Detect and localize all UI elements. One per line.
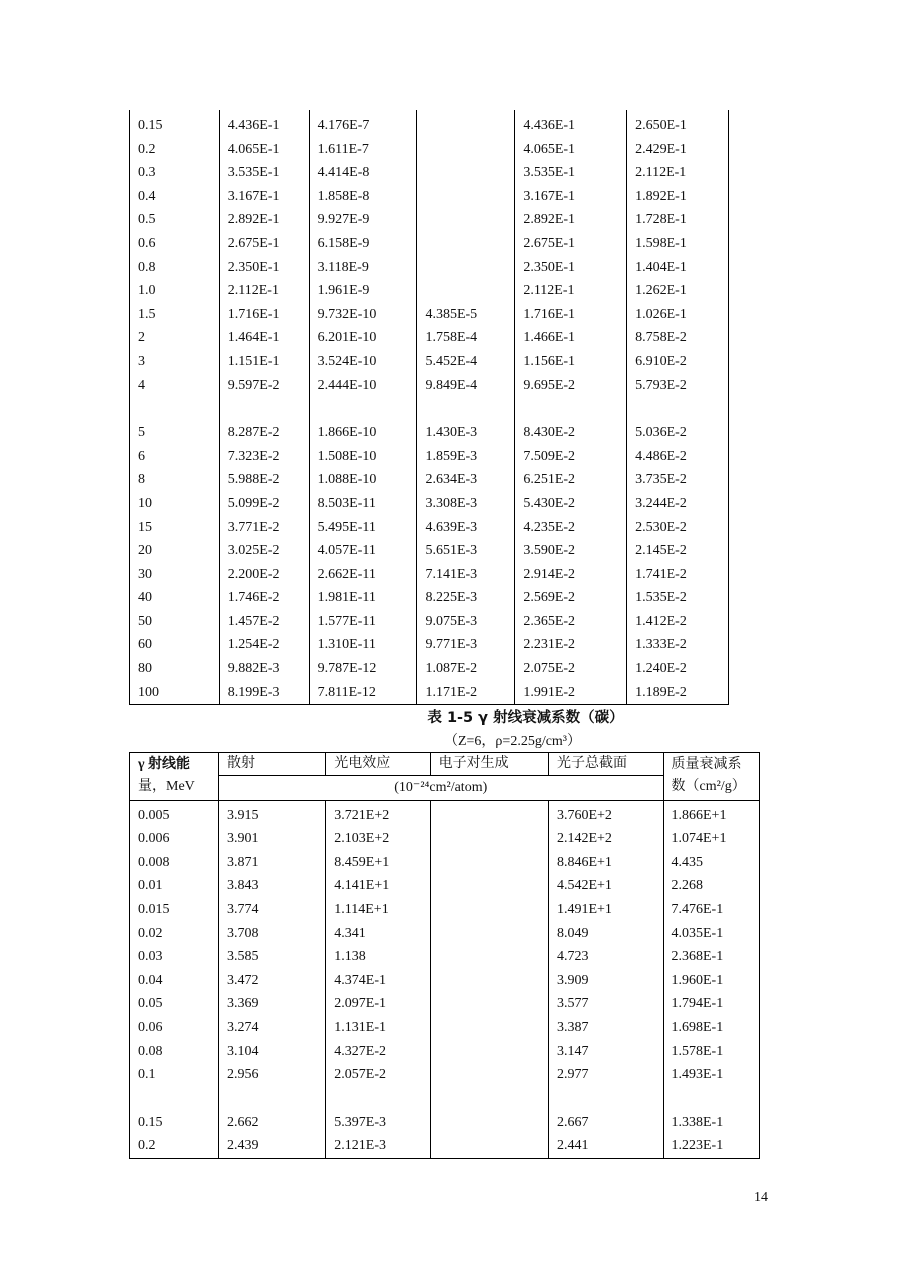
table-cell: 3.909 <box>548 969 663 993</box>
table-cell: 4.057E-11 <box>309 539 417 563</box>
table-cell: 1.333E-2 <box>627 633 729 657</box>
table-row <box>130 657 729 681</box>
table-cell: 0.5 <box>130 208 220 232</box>
table-cell: 6.910E-2 <box>627 350 729 374</box>
table-cell: 3.535E-1 <box>515 161 627 185</box>
table-cell: 4.141E+1 <box>326 874 430 898</box>
table-cell: 1.981E-11 <box>309 586 417 610</box>
table-cell: 8.049 <box>548 922 663 946</box>
table-cell <box>430 898 548 922</box>
table-cell: 4.414E-8 <box>309 161 417 185</box>
table-cell: 2.977 <box>548 1063 663 1087</box>
table-cell: 1.466E-1 <box>515 326 627 350</box>
table-cell: 8.287E-2 <box>219 421 309 445</box>
table-cell: 2.914E-2 <box>515 563 627 587</box>
table-cell: 2.200E-2 <box>219 563 309 587</box>
page-number: 14 <box>754 1190 768 1205</box>
table-cell <box>430 945 548 969</box>
table-cell: 2.057E-2 <box>326 1063 430 1087</box>
table-cell: 1.866E-10 <box>309 421 417 445</box>
table-cell: 1.858E-8 <box>309 185 417 209</box>
table-row <box>130 492 729 516</box>
table-cell: 8.225E-3 <box>417 586 515 610</box>
table-cell: 1.114E+1 <box>326 898 430 922</box>
table-row <box>130 468 729 492</box>
table-cell: 2.956 <box>219 1063 326 1087</box>
table-cell: 2.097E-1 <box>326 992 430 1016</box>
table-cell: 2.675E-1 <box>219 232 309 256</box>
table-cell <box>417 232 515 256</box>
table-cell: 7.141E-3 <box>417 563 515 587</box>
table-cell: 0.04 <box>130 969 219 993</box>
table-cell: 3.369 <box>219 992 326 1016</box>
table-cell: 0.08 <box>130 1040 219 1064</box>
header-scatter: 散射 <box>219 753 326 776</box>
table-cell <box>430 1063 548 1087</box>
table-cell: 2.439 <box>219 1134 326 1158</box>
table-cell: 1.716E-1 <box>515 303 627 327</box>
table-cell: 40 <box>130 586 220 610</box>
table-cell: 20 <box>130 539 220 563</box>
table-cell: 9.882E-3 <box>219 657 309 681</box>
table-row <box>130 851 760 875</box>
table-cell: 5.452E-4 <box>417 350 515 374</box>
table-cell: 9.771E-3 <box>417 633 515 657</box>
table-cell: 1.5 <box>130 303 220 327</box>
table-cell: 1.961E-9 <box>309 279 417 303</box>
table-cell: 3.104 <box>219 1040 326 1064</box>
table-cell: 2.444E-10 <box>309 374 417 398</box>
table-cell: 1.074E+1 <box>663 827 760 851</box>
table-cell <box>219 397 309 421</box>
table-cell: 30 <box>130 563 220 587</box>
table-cell: 3.901 <box>219 827 326 851</box>
table-cell: 0.015 <box>130 898 219 922</box>
table-row <box>130 969 760 993</box>
table-cell <box>430 1040 548 1064</box>
carbon-attenuation-table <box>129 752 760 1159</box>
table-cell: 3.871 <box>219 851 326 875</box>
table-cell: 2.142E+2 <box>548 827 663 851</box>
table-cell: 1.535E-2 <box>627 586 729 610</box>
table-cell: 3.585 <box>219 945 326 969</box>
table-row <box>130 827 760 851</box>
table-cell <box>430 827 548 851</box>
table-cell: 4.723 <box>548 945 663 969</box>
table-cell: 4.327E-2 <box>326 1040 430 1064</box>
header-photoelectric: 光电效应 <box>326 753 430 776</box>
table-row <box>130 1111 760 1135</box>
table-cell: 8.846E+1 <box>548 851 663 875</box>
table-cell: 9.787E-12 <box>309 657 417 681</box>
table-cell: 5.397E-3 <box>326 1111 430 1135</box>
table-cell: 1.491E+1 <box>548 898 663 922</box>
table-cell: 2.441 <box>548 1134 663 1158</box>
table-cell <box>430 969 548 993</box>
table-cell: 1.698E-1 <box>663 1016 760 1040</box>
table-cell: 4 <box>130 374 220 398</box>
header-energy: γ 射线能 量，MeV <box>130 753 219 801</box>
table-row <box>130 208 729 232</box>
table-row <box>130 874 760 898</box>
table-cell <box>417 256 515 280</box>
table-cell: 5.036E-2 <box>627 421 729 445</box>
table-cell <box>417 397 515 421</box>
table-cell: 0.15 <box>130 110 220 138</box>
table-row <box>130 898 760 922</box>
header-unit: (10⁻²⁴cm²/atom) <box>219 776 663 801</box>
table-cell: 2.075E-2 <box>515 657 627 681</box>
table-cell: 5.793E-2 <box>627 374 729 398</box>
table-cell: 4.035E-1 <box>663 922 760 946</box>
table-row <box>130 326 729 350</box>
table-cell: 1.404E-1 <box>627 256 729 280</box>
table-row <box>130 279 729 303</box>
table-cell: 4.374E-1 <box>326 969 430 993</box>
table-cell: 7.476E-1 <box>663 898 760 922</box>
table-cell: 4.235E-2 <box>515 516 627 540</box>
table-row <box>130 232 729 256</box>
table-cell <box>219 1087 326 1111</box>
table-cell: 1.338E-1 <box>663 1111 760 1135</box>
table-cell: 3.708 <box>219 922 326 946</box>
table-cell: 1.430E-3 <box>417 421 515 445</box>
table-cell: 3.308E-3 <box>417 492 515 516</box>
table-cell: 0.06 <box>130 1016 219 1040</box>
table-cell: 4.065E-1 <box>219 138 309 162</box>
table-cell: 5.430E-2 <box>515 492 627 516</box>
table-row <box>130 922 760 946</box>
table-cell: 1.960E-1 <box>663 969 760 993</box>
table-cell: 1.262E-1 <box>627 279 729 303</box>
table-cell: 0.3 <box>130 161 220 185</box>
table-row <box>130 563 729 587</box>
table-cell: 1.746E-2 <box>219 586 309 610</box>
table-row <box>130 633 729 657</box>
table-cell: 4.065E-1 <box>515 138 627 162</box>
table-cell: 3.721E+2 <box>326 800 430 827</box>
table-cell <box>430 1087 548 1111</box>
table-cell: 1.412E-2 <box>627 610 729 634</box>
table-row <box>130 539 729 563</box>
table-cell <box>548 1087 663 1111</box>
table-cell: 2.350E-1 <box>515 256 627 280</box>
table-cell: 4.639E-3 <box>417 516 515 540</box>
table-cell: 1.464E-1 <box>219 326 309 350</box>
table-cell: 8.459E+1 <box>326 851 430 875</box>
table-cell: 2.365E-2 <box>515 610 627 634</box>
table-cell: 4.542E+1 <box>548 874 663 898</box>
table-cell: 1.578E-1 <box>663 1040 760 1064</box>
table-cell: 100 <box>130 681 220 705</box>
table-cell: 1.457E-2 <box>219 610 309 634</box>
table-cell <box>417 279 515 303</box>
table-cell: 2.675E-1 <box>515 232 627 256</box>
table-cell: 5.988E-2 <box>219 468 309 492</box>
table-cell: 3.147 <box>548 1040 663 1064</box>
table-cell: 1.611E-7 <box>309 138 417 162</box>
table-cell: 1.189E-2 <box>627 681 729 705</box>
table-cell: 1.598E-1 <box>627 232 729 256</box>
table-row <box>130 992 760 1016</box>
table-row <box>130 586 729 610</box>
table-cell: 0.1 <box>130 1063 219 1087</box>
table-row <box>130 421 729 445</box>
table-cell: 2.662E-11 <box>309 563 417 587</box>
table-cell: 1.240E-2 <box>627 657 729 681</box>
table-cell: 1.866E+1 <box>663 800 760 827</box>
table-cell <box>130 397 220 421</box>
table-cell <box>417 110 515 138</box>
table-cell: 1.0 <box>130 279 220 303</box>
table-row <box>130 303 729 327</box>
table-cell: 3.118E-9 <box>309 256 417 280</box>
table-cell: 2.429E-1 <box>627 138 729 162</box>
table-row <box>130 1040 760 1064</box>
table-row <box>130 397 729 421</box>
table-cell <box>430 800 548 827</box>
table-cell: 1.088E-10 <box>309 468 417 492</box>
table-row <box>130 516 729 540</box>
table-subtitle: （Z=6，ρ=2.25g/cm³） <box>443 734 582 749</box>
table-cell: 1.156E-1 <box>515 350 627 374</box>
table-cell: 2.112E-1 <box>515 279 627 303</box>
table-cell <box>430 992 548 1016</box>
table-cell: 5.495E-11 <box>309 516 417 540</box>
table-cell <box>663 1087 760 1111</box>
table-cell: 1.254E-2 <box>219 633 309 657</box>
table-cell: 10 <box>130 492 220 516</box>
table-row <box>130 138 729 162</box>
table-cell: 2.634E-3 <box>417 468 515 492</box>
table-cell: 1.131E-1 <box>326 1016 430 1040</box>
table-cell: 2.350E-1 <box>219 256 309 280</box>
table-cell: 1.758E-4 <box>417 326 515 350</box>
header-pair-production: 电子对生成 <box>430 753 548 776</box>
table-cell <box>326 1087 430 1111</box>
table-cell: 9.695E-2 <box>515 374 627 398</box>
table-cell: 4.341 <box>326 922 430 946</box>
table-cell: 2.650E-1 <box>627 110 729 138</box>
table-cell: 3 <box>130 350 220 374</box>
table-cell: 2.112E-1 <box>219 279 309 303</box>
table-cell: 60 <box>130 633 220 657</box>
table-cell: 0.4 <box>130 185 220 209</box>
table-cell: 1.892E-1 <box>627 185 729 209</box>
table-cell <box>430 1134 548 1158</box>
header-mass-attenuation: 质量衰减系 数（cm²/g） <box>663 753 760 801</box>
table-row <box>130 800 760 827</box>
table-cell: 3.771E-2 <box>219 516 309 540</box>
table-cell: 7.811E-12 <box>309 681 417 705</box>
table-cell: 1.859E-3 <box>417 445 515 469</box>
table-cell: 2.112E-1 <box>627 161 729 185</box>
table-cell: 0.2 <box>130 1134 219 1158</box>
table-cell: 1.026E-1 <box>627 303 729 327</box>
table-cell: 2.662 <box>219 1111 326 1135</box>
table-cell: 0.006 <box>130 827 219 851</box>
table-cell: 7.323E-2 <box>219 445 309 469</box>
table-cell: 3.524E-10 <box>309 350 417 374</box>
table-cell <box>430 874 548 898</box>
table-cell: 3.577 <box>548 992 663 1016</box>
table-cell: 0.6 <box>130 232 220 256</box>
table-cell <box>430 922 548 946</box>
table-cell: 4.435 <box>663 851 760 875</box>
table-cell: 1.508E-10 <box>309 445 417 469</box>
table-cell: 0.02 <box>130 922 219 946</box>
table-cell: 50 <box>130 610 220 634</box>
table-cell: 3.774 <box>219 898 326 922</box>
table-row <box>130 681 729 705</box>
table-cell: 3.167E-1 <box>515 185 627 209</box>
table-cell: 0.008 <box>130 851 219 875</box>
table-cell <box>430 851 548 875</box>
table-cell: 2.268 <box>663 874 760 898</box>
table-row <box>130 110 729 138</box>
table-cell: 2 <box>130 326 220 350</box>
table-cell <box>417 185 515 209</box>
table-cell <box>430 1016 548 1040</box>
table-row <box>130 945 760 969</box>
table-cell: 1.577E-11 <box>309 610 417 634</box>
table-cell: 3.167E-1 <box>219 185 309 209</box>
table-cell: 0.15 <box>130 1111 219 1135</box>
table-cell: 0.03 <box>130 945 219 969</box>
table-cell: 3.387 <box>548 1016 663 1040</box>
table-row <box>130 256 729 280</box>
table-cell <box>515 397 627 421</box>
table-cell: 2.530E-2 <box>627 516 729 540</box>
table-cell: 9.849E-4 <box>417 374 515 398</box>
table-cell: 4.436E-1 <box>515 110 627 138</box>
table-cell: 1.991E-2 <box>515 681 627 705</box>
table-cell: 3.915 <box>219 800 326 827</box>
table-cell: 0.2 <box>130 138 220 162</box>
table-cell: 2.368E-1 <box>663 945 760 969</box>
table-cell <box>417 138 515 162</box>
table-cell <box>417 208 515 232</box>
table-cell: 3.843 <box>219 874 326 898</box>
header-total-cross-section: 光子总截面 <box>548 753 663 776</box>
table-cell: 1.151E-1 <box>219 350 309 374</box>
table-row <box>130 374 729 398</box>
table-cell: 1.741E-2 <box>627 563 729 587</box>
table-cell: 1.716E-1 <box>219 303 309 327</box>
table-cell: 2.103E+2 <box>326 827 430 851</box>
table-cell: 80 <box>130 657 220 681</box>
table-cell: 3.735E-2 <box>627 468 729 492</box>
table-cell: 1.087E-2 <box>417 657 515 681</box>
table-row <box>130 1063 760 1087</box>
table-row <box>130 1087 760 1111</box>
table-cell: 2.231E-2 <box>515 633 627 657</box>
table-cell: 1.223E-1 <box>663 1134 760 1158</box>
table-cell <box>309 397 417 421</box>
table-cell: 2.145E-2 <box>627 539 729 563</box>
table-cell: 4.436E-1 <box>219 110 309 138</box>
table-cell: 1.310E-11 <box>309 633 417 657</box>
table-cell: 5 <box>130 421 220 445</box>
table-cell: 2.667 <box>548 1111 663 1135</box>
table-cell: 1.171E-2 <box>417 681 515 705</box>
table-cell: 1.138 <box>326 945 430 969</box>
table-cell: 9.597E-2 <box>219 374 309 398</box>
table-row <box>130 161 729 185</box>
table-cell <box>130 1087 219 1111</box>
table-row <box>130 445 729 469</box>
table-cell: 1.493E-1 <box>663 1063 760 1087</box>
table-cell: 8.199E-3 <box>219 681 309 705</box>
table-cell: 6 <box>130 445 220 469</box>
table-cell: 0.05 <box>130 992 219 1016</box>
table-cell: 5.651E-3 <box>417 539 515 563</box>
table-cell: 3.760E+2 <box>548 800 663 827</box>
table-row <box>130 350 729 374</box>
table-cell: 2.892E-1 <box>515 208 627 232</box>
table-cell: 15 <box>130 516 220 540</box>
table-cell: 3.244E-2 <box>627 492 729 516</box>
table-cell: 8.503E-11 <box>309 492 417 516</box>
table-cell: 8.430E-2 <box>515 421 627 445</box>
table-cell: 6.158E-9 <box>309 232 417 256</box>
table-cell: 2.892E-1 <box>219 208 309 232</box>
table-cell: 4.385E-5 <box>417 303 515 327</box>
table-cell <box>417 161 515 185</box>
table-row <box>130 610 729 634</box>
table-cell: 6.251E-2 <box>515 468 627 492</box>
table-row <box>130 185 729 209</box>
table-cell: 0.005 <box>130 800 219 827</box>
table-cell: 8.758E-2 <box>627 326 729 350</box>
table-row <box>130 1134 760 1158</box>
table-cell: 4.176E-7 <box>309 110 417 138</box>
table-cell <box>627 397 729 421</box>
table-cell: 9.732E-10 <box>309 303 417 327</box>
table-cell: 9.927E-9 <box>309 208 417 232</box>
table-cell: 1.794E-1 <box>663 992 760 1016</box>
table-cell: 0.01 <box>130 874 219 898</box>
table-cell: 2.121E-3 <box>326 1134 430 1158</box>
table-cell: 6.201E-10 <box>309 326 417 350</box>
table-cell: 3.535E-1 <box>219 161 309 185</box>
table-row <box>130 1016 760 1040</box>
table-caption: 表 1-5 γ 射线衰减系数（碳） <box>427 710 624 726</box>
table-cell: 3.025E-2 <box>219 539 309 563</box>
table-cell: 0.8 <box>130 256 220 280</box>
table-cell <box>430 1111 548 1135</box>
continued-attenuation-table <box>129 110 729 705</box>
table-cell: 3.274 <box>219 1016 326 1040</box>
table-cell: 8 <box>130 468 220 492</box>
table-cell: 3.590E-2 <box>515 539 627 563</box>
table-cell: 3.472 <box>219 969 326 993</box>
table-cell: 7.509E-2 <box>515 445 627 469</box>
table-cell: 5.099E-2 <box>219 492 309 516</box>
table-cell: 1.728E-1 <box>627 208 729 232</box>
table-cell: 9.075E-3 <box>417 610 515 634</box>
table-cell: 2.569E-2 <box>515 586 627 610</box>
table-cell: 4.486E-2 <box>627 445 729 469</box>
